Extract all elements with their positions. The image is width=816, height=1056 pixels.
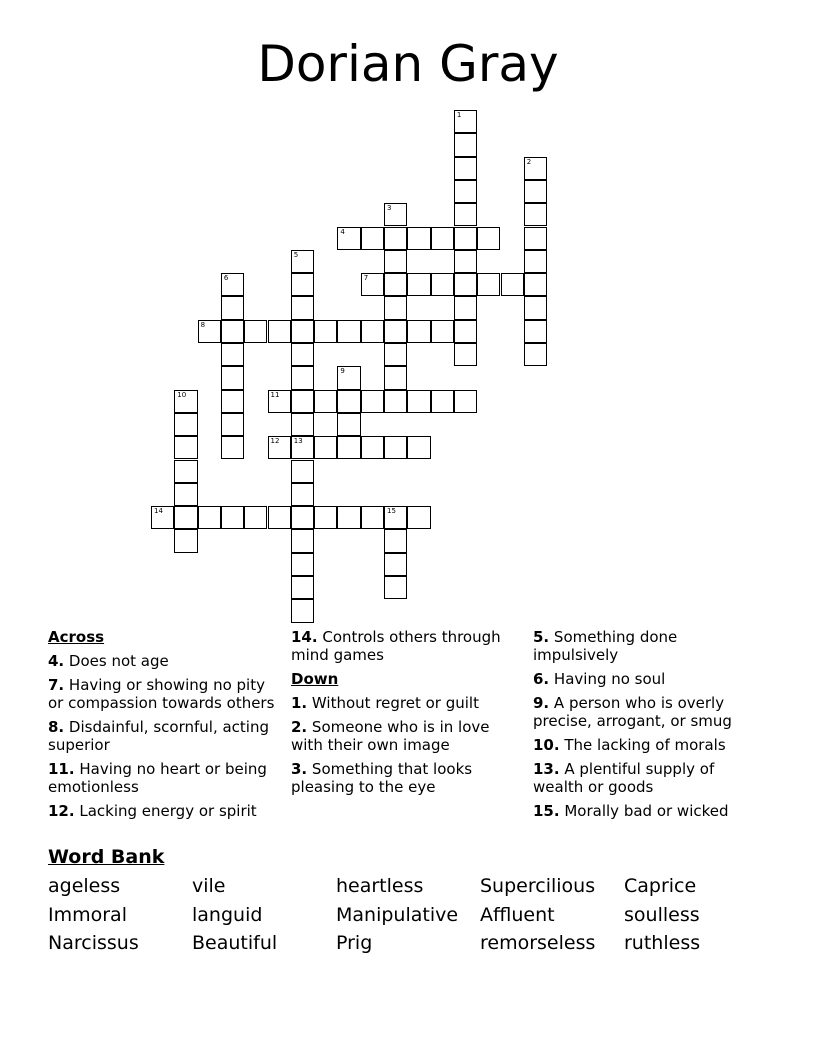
cell-number: 14 — [154, 507, 163, 516]
grid-cell[interactable] — [174, 413, 197, 436]
grid-cell[interactable] — [337, 390, 360, 413]
grid-cell[interactable] — [174, 390, 197, 413]
grid-cell[interactable] — [384, 436, 407, 459]
grid-cell[interactable] — [291, 553, 314, 576]
grid-cell[interactable] — [454, 273, 477, 296]
grid-cell[interactable] — [198, 506, 221, 529]
grid-cell[interactable] — [291, 529, 314, 552]
word-bank-item: Beautiful — [192, 932, 278, 954]
clue-across-4 — [48, 652, 280, 670]
grid-cell[interactable] — [384, 203, 407, 226]
across-heading: Across — [48, 628, 105, 646]
grid-cell[interactable] — [268, 320, 291, 343]
cell-number: 1 — [456, 111, 462, 119]
grid-cell[interactable] — [501, 273, 524, 296]
word-bank-item: Supercilious — [480, 875, 596, 897]
grid-cell[interactable] — [221, 366, 244, 389]
clue-text: Having or showing no pity or compassion towards others — [48, 676, 275, 712]
grid-cell[interactable] — [407, 273, 430, 296]
cell-number: 4 — [340, 227, 345, 236]
grid-cell[interactable] — [244, 506, 267, 529]
grid-cell[interactable] — [454, 296, 477, 319]
clue-text: Morally bad or wicked — [564, 802, 729, 820]
clue-number: 5. — [533, 628, 550, 646]
grid-cell[interactable] — [524, 250, 547, 273]
grid-cell[interactable] — [221, 320, 244, 343]
grid-cell[interactable] — [291, 343, 314, 366]
grid-cell[interactable] — [221, 343, 244, 366]
clues-column-2 — [291, 628, 523, 802]
grid-cell[interactable] — [454, 110, 477, 133]
grid-cell[interactable] — [174, 436, 197, 459]
clue-across-7 — [48, 676, 280, 712]
word-bank-item: languid — [192, 904, 263, 926]
grid-cell[interactable] — [384, 576, 407, 599]
clue-down-1 — [291, 694, 523, 712]
clue-text: Without regret or guilt — [311, 694, 479, 712]
clues-column-3 — [533, 628, 765, 826]
clue-down-2 — [291, 718, 523, 754]
clue-down-10 — [533, 736, 765, 754]
grid-cell[interactable] — [221, 506, 244, 529]
grid-cell[interactable] — [337, 436, 360, 459]
grid-cell[interactable] — [291, 320, 314, 343]
clue-text: Having no heart or being emotionless — [48, 760, 267, 796]
clue-across-11 — [48, 760, 280, 796]
grid-cell[interactable] — [454, 343, 477, 366]
grid-cell[interactable] — [291, 273, 314, 296]
grid-cell[interactable] — [454, 250, 477, 273]
grid-cell[interactable] — [384, 296, 407, 319]
grid-cell[interactable] — [431, 227, 454, 250]
clue-text: The lacking of morals — [564, 736, 726, 754]
clue-number: 13. — [533, 760, 560, 778]
word-bank-title: Word Bank — [48, 846, 165, 868]
clue-number: 12. — [48, 802, 75, 820]
grid-cell[interactable] — [454, 320, 477, 343]
grid-cell[interactable] — [431, 273, 454, 296]
cell-number: 5 — [293, 250, 299, 259]
grid-cell[interactable] — [384, 390, 407, 413]
cell-number: 11 — [270, 390, 280, 399]
down-heading: Down — [291, 670, 339, 688]
grid-cell[interactable] — [454, 133, 477, 156]
grid-cell[interactable] — [431, 390, 454, 413]
grid-cell[interactable] — [524, 203, 547, 226]
clue-number: 8. — [48, 718, 65, 736]
grid-cell[interactable] — [524, 273, 547, 296]
grid-cell[interactable] — [337, 366, 360, 389]
clue-across-12 — [48, 802, 280, 820]
grid-cell[interactable] — [314, 506, 337, 529]
grid-cell[interactable] — [221, 413, 244, 436]
grid-cell[interactable] — [337, 227, 360, 250]
grid-cell[interactable] — [221, 273, 244, 296]
clue-number: 14. — [291, 628, 318, 646]
grid-cell[interactable] — [174, 529, 197, 552]
clue-number: 6. — [533, 670, 550, 688]
clue-down-13 — [533, 760, 765, 796]
grid-cell[interactable] — [384, 506, 407, 529]
clues-column-1 — [48, 628, 280, 826]
clue-text: Lacking energy or spirit — [79, 802, 257, 820]
grid-cell[interactable] — [291, 576, 314, 599]
grid-cell[interactable] — [454, 390, 477, 413]
word-bank-item: remorseless — [480, 932, 596, 954]
grid-cell[interactable] — [361, 320, 384, 343]
grid-cell[interactable] — [291, 413, 314, 436]
grid-cell[interactable] — [268, 390, 291, 413]
grid-cell[interactable] — [407, 320, 430, 343]
grid-cell[interactable] — [524, 157, 547, 180]
clue-text: A person who is overly precise, arrogant, or smug — [533, 694, 732, 730]
grid-cell[interactable] — [291, 483, 314, 506]
clue-number: 3. — [291, 760, 308, 778]
grid-cell[interactable] — [268, 436, 291, 459]
clue-text: Controls others through mind games — [291, 628, 501, 664]
grid-cell[interactable] — [291, 506, 314, 529]
grid-cell[interactable] — [407, 436, 430, 459]
grid-cell[interactable] — [454, 203, 477, 226]
word-bank-item: heartless — [336, 875, 424, 897]
clue-number: 7. — [48, 676, 65, 694]
grid-cell[interactable] — [524, 320, 547, 343]
grid-cell[interactable] — [361, 227, 384, 250]
cell-number: 13 — [293, 437, 303, 446]
grid-cell[interactable] — [244, 320, 267, 343]
word-bank-item: Caprice — [624, 875, 697, 897]
clue-number: 11. — [48, 760, 75, 778]
clue-down-9 — [533, 694, 765, 730]
clue-down-15 — [533, 802, 765, 820]
grid-cell[interactable] — [221, 390, 244, 413]
word-bank-item: Immoral — [48, 904, 127, 926]
clue-down-5 — [533, 628, 765, 664]
grid-cell[interactable] — [407, 390, 430, 413]
clue-number: 2. — [291, 718, 308, 736]
word-bank-item: Manipulative — [336, 904, 459, 926]
grid-cell[interactable] — [384, 529, 407, 552]
grid-cell[interactable] — [524, 227, 547, 250]
grid-cell[interactable] — [524, 343, 547, 366]
grid-cell[interactable] — [477, 273, 500, 296]
clue-number: 4. — [48, 652, 65, 670]
grid-cell[interactable] — [361, 273, 384, 296]
word-bank-item: ageless — [48, 875, 121, 897]
grid-cell[interactable] — [337, 320, 360, 343]
cell-number: 12 — [270, 437, 280, 446]
grid-cell[interactable] — [384, 366, 407, 389]
clue-text: Something that looks pleasing to the eye — [291, 760, 473, 796]
word-bank-item: Prig — [336, 932, 373, 954]
grid-cell[interactable] — [337, 506, 360, 529]
grid-cell[interactable] — [407, 227, 430, 250]
grid-cell[interactable] — [431, 320, 454, 343]
grid-cell[interactable] — [454, 180, 477, 203]
grid-cell[interactable] — [291, 390, 314, 413]
clue-text: A plentiful supply of wealth or goods — [533, 760, 715, 796]
word-bank-item: vile — [192, 875, 226, 897]
clue-across-14 — [291, 628, 523, 664]
grid-cell[interactable] — [361, 506, 384, 529]
cell-number: 7 — [363, 274, 369, 283]
grid-cell[interactable] — [361, 436, 384, 459]
cell-number: 3 — [387, 204, 392, 213]
clue-text: Does not age — [68, 652, 169, 670]
grid-cell[interactable] — [361, 390, 384, 413]
cell-number: 9 — [340, 367, 345, 376]
grid-cell[interactable] — [221, 296, 244, 319]
grid-cell[interactable] — [291, 366, 314, 389]
word-bank-item: Narcissus — [48, 932, 139, 954]
grid-cell[interactable] — [268, 506, 291, 529]
grid-cell[interactable] — [384, 553, 407, 576]
grid-cell[interactable] — [337, 413, 360, 436]
grid-cell[interactable] — [151, 506, 174, 529]
grid-cell[interactable] — [454, 157, 477, 180]
clue-text: Someone who is in love with their own image — [291, 718, 490, 754]
grid-cell[interactable] — [454, 227, 477, 250]
cell-number: 8 — [200, 320, 206, 329]
cell-number: 6 — [223, 274, 229, 283]
page-title: Dorian Gray — [257, 35, 559, 93]
cell-number: 15 — [387, 507, 396, 516]
word-bank-item: soulless — [624, 904, 700, 926]
word-bank-item: ruthless — [624, 932, 701, 954]
clue-number: 1. — [291, 694, 308, 712]
grid-cell[interactable] — [384, 320, 407, 343]
grid-cell[interactable] — [198, 320, 221, 343]
clue-text: Having no soul — [553, 670, 666, 688]
grid-cell[interactable] — [291, 436, 314, 459]
grid-cell[interactable] — [291, 250, 314, 273]
grid-cell[interactable] — [384, 250, 407, 273]
grid-cell[interactable] — [291, 599, 314, 622]
grid-cell[interactable] — [477, 227, 500, 250]
clue-text: Disdainful, scornful, acting superior — [48, 718, 269, 754]
grid-cell[interactable] — [174, 506, 197, 529]
grid-cell[interactable] — [524, 296, 547, 319]
word-bank-item: Affluent — [480, 904, 555, 926]
clue-text: Something done impulsively — [533, 628, 678, 664]
grid-cell[interactable] — [314, 320, 337, 343]
clue-down-3 — [291, 760, 523, 796]
grid-cell[interactable] — [314, 390, 337, 413]
grid-cell[interactable] — [384, 227, 407, 250]
grid-cell[interactable] — [291, 460, 314, 483]
grid-cell[interactable] — [174, 483, 197, 506]
grid-cell[interactable] — [384, 273, 407, 296]
grid-cell[interactable] — [384, 343, 407, 366]
grid-cell[interactable] — [407, 506, 430, 529]
grid-cell[interactable] — [291, 296, 314, 319]
clue-across-8 — [48, 718, 280, 754]
grid-cell[interactable] — [524, 180, 547, 203]
clue-number: 10. — [533, 736, 560, 754]
grid-cell[interactable] — [174, 460, 197, 483]
clue-number: 15. — [533, 802, 560, 820]
clue-number: 9. — [533, 694, 550, 712]
clue-down-6 — [533, 670, 765, 688]
cell-number: 10 — [177, 390, 187, 399]
grid-cell[interactable] — [314, 436, 337, 459]
grid-cell[interactable] — [221, 436, 244, 459]
cell-number: 2 — [526, 157, 532, 166]
